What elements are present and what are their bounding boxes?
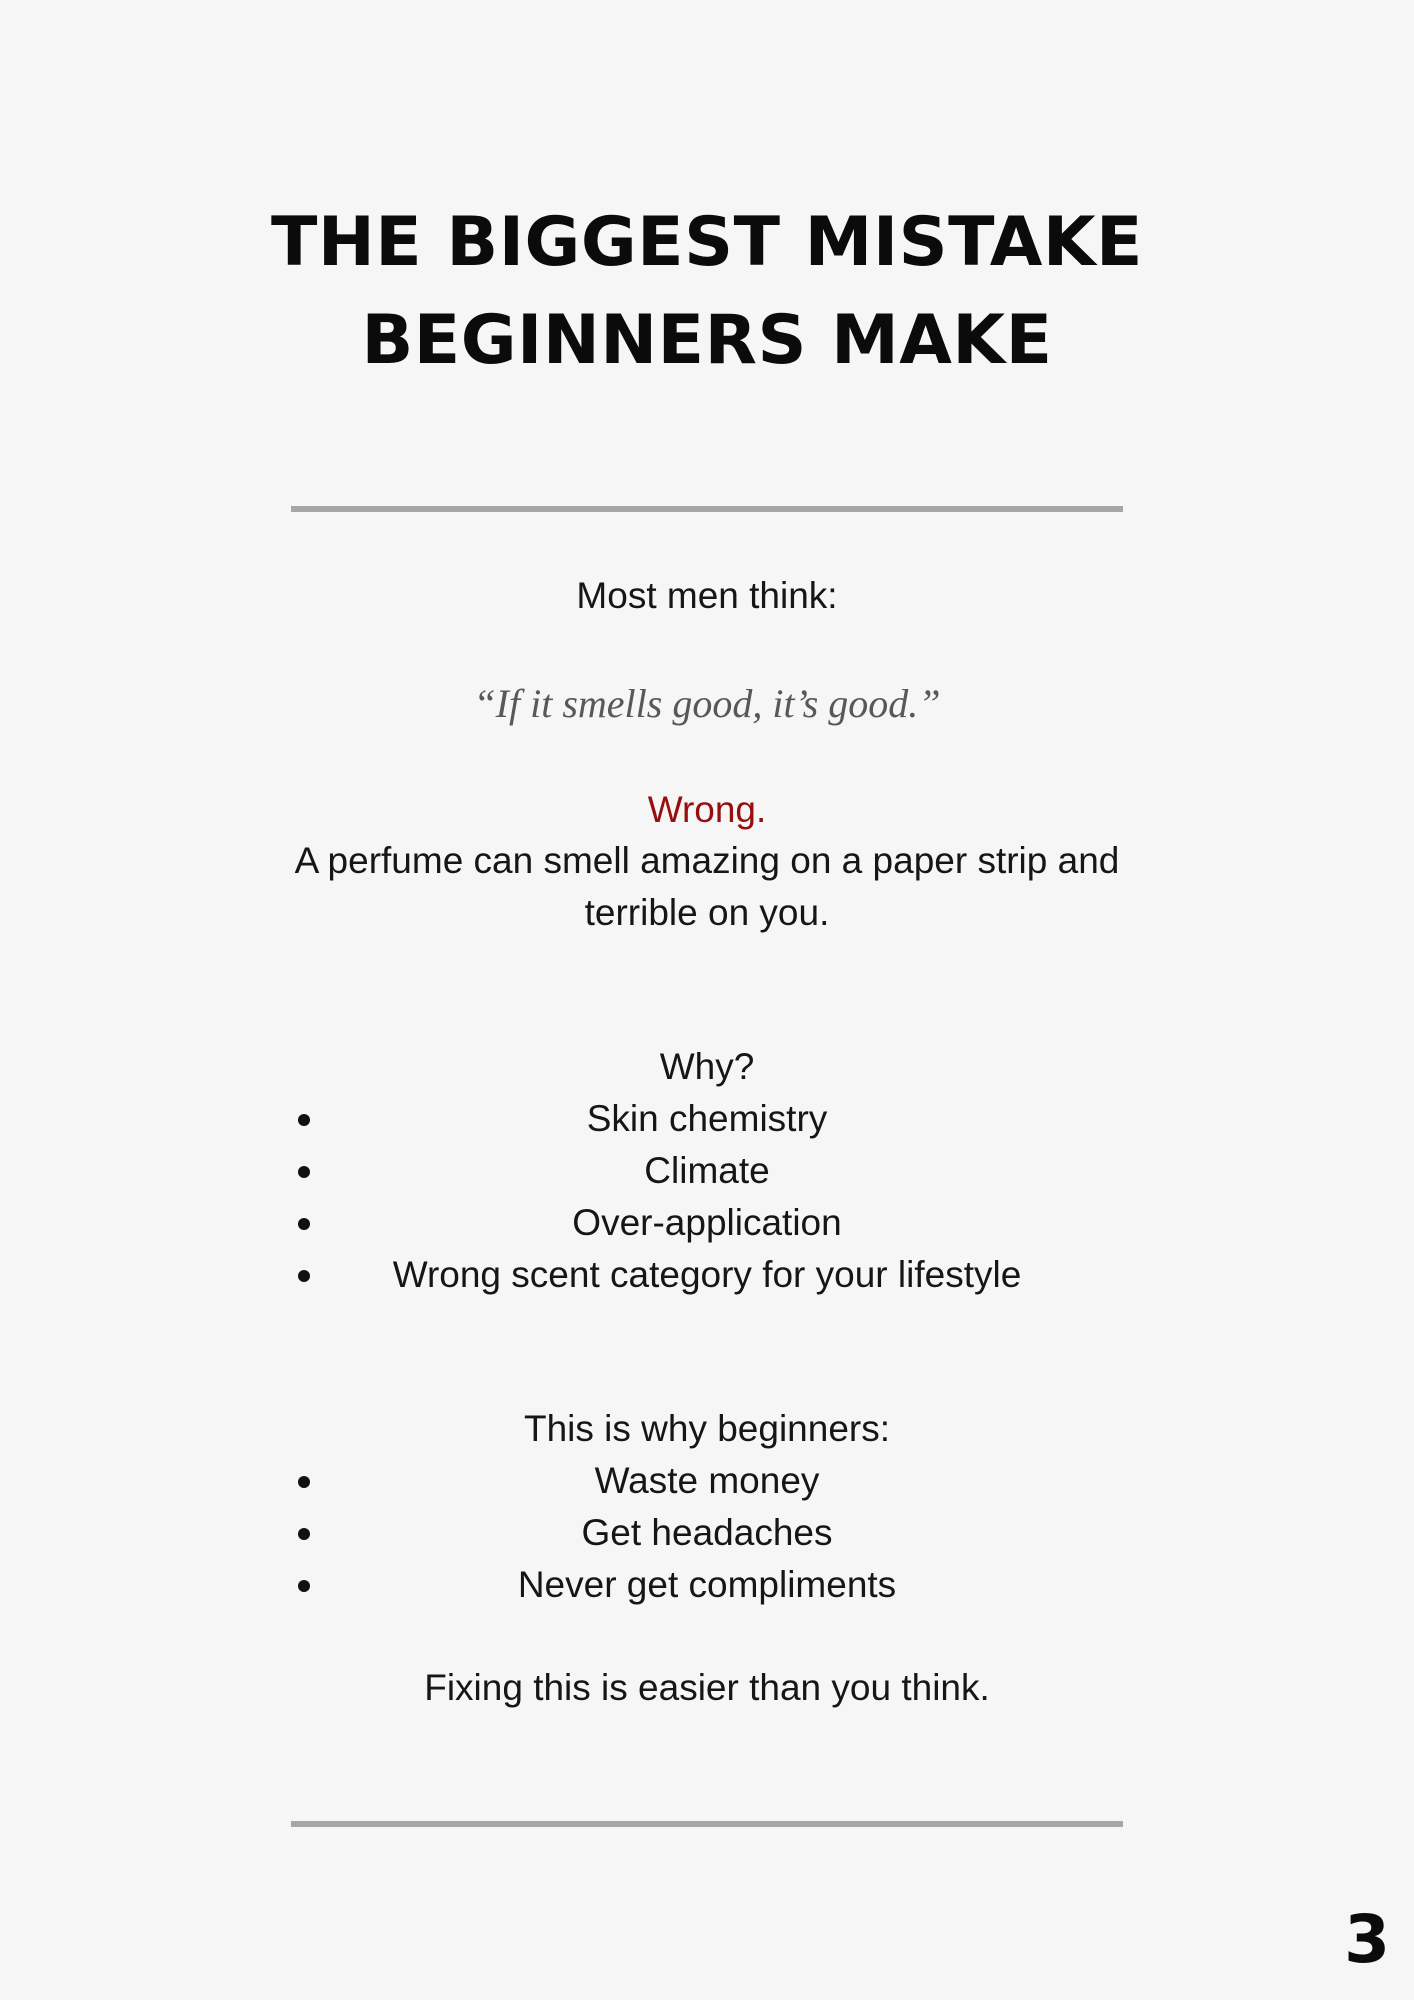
why-list-item-label: Skin chemistry <box>586 1098 828 1139</box>
top-divider <box>291 506 1123 512</box>
consequences-list-item-label: Get headaches <box>581 1512 833 1553</box>
verdict-text: Wrong. <box>647 789 767 830</box>
why-list-item <box>291 1093 1123 1145</box>
intro-quote: “If it smells good, it’s good.” <box>473 681 941 726</box>
consequences-list-item <box>291 1559 1123 1611</box>
why-list-item-label: Over-application <box>572 1202 842 1243</box>
intro-lead: Most men think: <box>576 575 838 616</box>
page-number: 3 <box>1344 1901 1390 1978</box>
consequences-list-item-label: Waste money <box>594 1460 820 1501</box>
consequences-list-item <box>291 1507 1123 1559</box>
why-list <box>291 1093 1123 1301</box>
bullet-icon <box>298 1218 310 1230</box>
why-list-item <box>291 1197 1123 1249</box>
why-list-item-label: Climate <box>644 1150 770 1191</box>
why-list-item-label: Wrong scent category for your lifestyle <box>392 1254 1022 1295</box>
page-title-line-2: BEGINNERS MAKE <box>361 301 1053 380</box>
why-heading: Why? <box>659 1046 755 1087</box>
consequences-list <box>291 1455 1123 1611</box>
bullet-icon <box>298 1270 310 1282</box>
bullet-icon <box>298 1476 310 1488</box>
closing-text: Fixing this is easier than you think. <box>424 1667 990 1708</box>
bottom-divider <box>291 1821 1123 1827</box>
consequences-list-item <box>291 1455 1123 1507</box>
consequences-list-item-label: Never get compliments <box>517 1564 897 1605</box>
bullet-icon <box>298 1166 310 1178</box>
page-title-line-1: THE BIGGEST MISTAKE <box>271 203 1143 282</box>
page-title <box>0 194 1414 390</box>
why-list-item <box>291 1145 1123 1197</box>
consequences-heading: This is why beginners: <box>523 1408 891 1449</box>
bullet-icon <box>298 1528 310 1540</box>
bullet-icon <box>298 1114 310 1126</box>
bullet-icon <box>298 1580 310 1592</box>
explanation-line-1: A perfume can smell amazing on a paper strip and <box>294 840 1120 881</box>
explanation-line-2: terrible on you. <box>584 892 830 933</box>
why-list-item <box>291 1249 1123 1301</box>
